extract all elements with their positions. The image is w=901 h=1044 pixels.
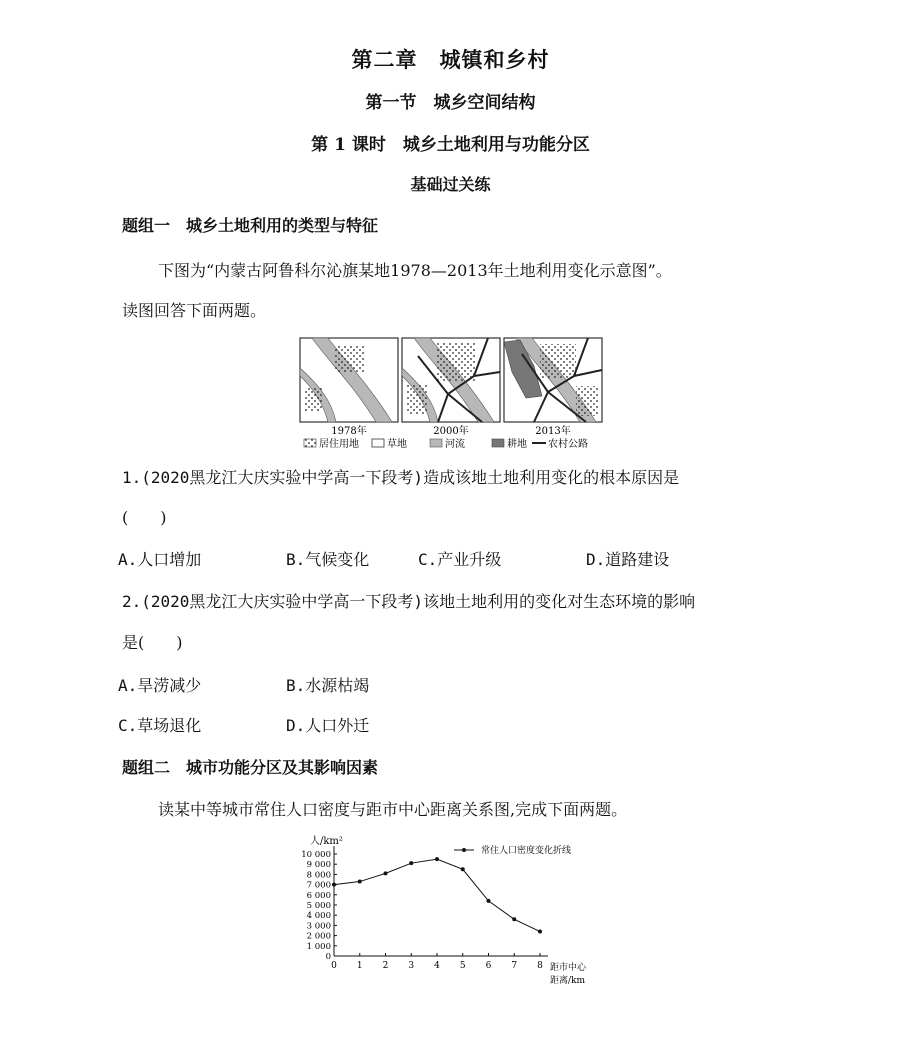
q1-option-a[interactable]: A.人口增加 (118, 550, 202, 569)
chart-data-point (358, 880, 362, 884)
legend-residential-swatch (304, 439, 316, 447)
group2-intro: 读某中等城市常住人口密度与距市中心距离关系图,完成下面两题。 (158, 800, 628, 819)
q2-option-c[interactable]: C.草场退化 (118, 716, 202, 735)
legend-grassland-swatch (372, 439, 384, 447)
chart-x-tick-label: 0 (331, 961, 337, 971)
chart-y-tick-label: 0 (325, 952, 331, 962)
q2-option-a[interactable]: A.旱涝减少 (118, 676, 202, 695)
q2-option-b[interactable]: B.水源枯竭 (286, 676, 370, 695)
chart-y-tick-label: 5 000 (306, 901, 331, 911)
chart-y-tick-label: 10 000 (301, 850, 331, 860)
legend-residential: 居住用地 (319, 439, 359, 450)
chart-series-line (334, 859, 540, 931)
legend-river: 河流 (445, 439, 465, 450)
q1-stem: 1.(2020黑龙江大庆实验中学高一下段考)造成该地土地利用变化的根本原因是 (122, 468, 680, 487)
chart-y-tick-label: 4 000 (306, 911, 331, 922)
chart-x-tick-label: 8 (537, 961, 543, 971)
chart-data-point (487, 899, 491, 903)
chart-y-tick-label: 6 000 (306, 890, 331, 901)
q1-option-d[interactable]: D.道路建设 (586, 550, 670, 569)
legend-grassland: 草地 (387, 439, 407, 450)
chart-data-point (512, 917, 516, 921)
chart-y-tick-label: 9 000 (306, 860, 331, 871)
lesson-title: 第 1 课时 城乡土地利用与功能分区 (311, 135, 590, 155)
legend-farmland: 耕地 (507, 439, 527, 450)
legend-series-name: 常住人口密度变化折线 (481, 846, 572, 856)
legend-river-swatch (430, 439, 442, 447)
chart-y-tick-label: 1 000 (306, 941, 331, 952)
chart-x-tick-label: 4 (434, 961, 440, 971)
map-panel-1978 (300, 338, 398, 422)
group1-intro-line2: 读图回答下面两题。 (122, 301, 267, 320)
chart-data-point (435, 857, 439, 861)
chart-x-tick-label: 5 (459, 961, 466, 971)
q2-stem: 2.(2020黑龙江大庆实验中学高一下段考)该地土地利用的变化对生态环境的影响 (122, 592, 696, 611)
land-use-map-figure (298, 336, 606, 450)
chart-y-tick-label: 8 000 (306, 870, 331, 881)
chart-y-tick-label: 7 000 (306, 880, 331, 891)
group1-intro-line1: 下图为“内蒙古阿鲁科尔沁旗某地1978—2013年土地利用变化示意图”。 (158, 261, 672, 280)
q2-stem-cont[interactable]: 是( ) (122, 633, 183, 652)
chart-y-tick-label: 3 000 (306, 921, 331, 932)
chart-y-tick-label: 2 000 (306, 931, 331, 942)
chart-data-point (332, 883, 336, 887)
chart-x-axis-label-line2: 距离/km (550, 976, 586, 986)
chart-data-point (384, 871, 388, 875)
q1-answer-blank[interactable]: ( ) (122, 508, 167, 527)
legend-marker (462, 848, 466, 852)
map-label-2000: 2000年 (433, 426, 469, 437)
legend-farmland-swatch (492, 439, 504, 447)
chart-x-tick-label: 7 (511, 961, 518, 971)
chart-x-tick-label: 3 (408, 961, 415, 971)
section-title: 第一节 城乡空间结构 (365, 93, 536, 113)
group1-title: 题组一 城乡土地利用的类型与特征 (122, 216, 379, 235)
map-label-2013: 2013年 (535, 426, 571, 437)
chart-y-axis-label: 人/km² (310, 836, 343, 847)
map-panel-2013 (504, 338, 602, 422)
chart-x-tick-label: 2 (382, 961, 389, 971)
legend-road: 农村公路 (548, 439, 588, 450)
group2-title: 题组二 城市功能分区及其影响因素 (122, 758, 379, 777)
q2-option-d[interactable]: D.人口外迁 (286, 716, 370, 735)
chapter-title: 第二章 城镇和乡村 (351, 47, 550, 72)
map-label-1978: 1978年 (331, 426, 367, 437)
chart-data-point (538, 930, 542, 934)
chart-data-point (409, 861, 413, 865)
population-density-chart (296, 830, 616, 990)
chart-x-tick-label: 1 (356, 961, 363, 971)
chart-x-axis-label-line1: 距市中心 (550, 963, 587, 973)
q1-option-b[interactable]: B.气候变化 (286, 550, 370, 569)
chart-data-point (461, 867, 465, 871)
map-panel-2000 (402, 338, 500, 422)
level-title: 基础过关练 (410, 175, 491, 194)
q1-option-c[interactable]: C.产业升级 (418, 550, 502, 569)
chart-x-tick-label: 6 (485, 961, 492, 971)
